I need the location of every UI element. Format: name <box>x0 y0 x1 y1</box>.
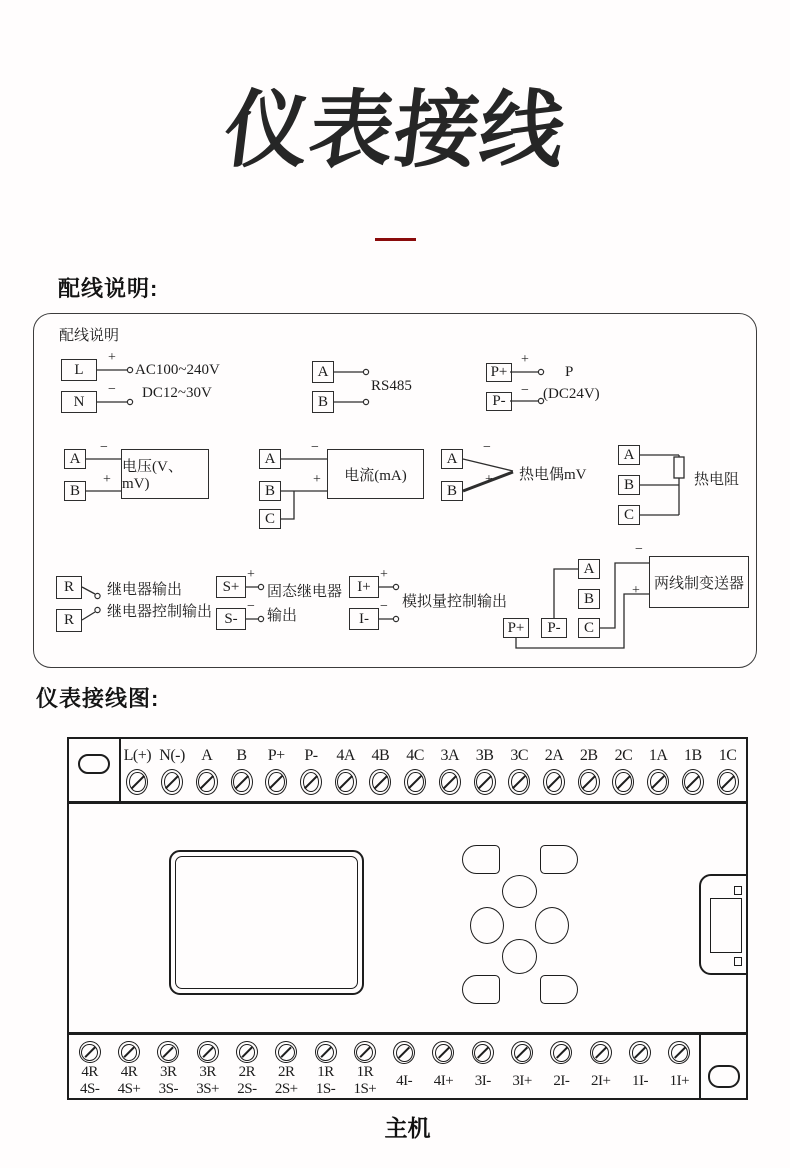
terminal-label-line1: 3R <box>199 1064 216 1081</box>
polarity-minus: − <box>108 382 116 397</box>
polarity-minus: − <box>380 599 388 614</box>
terminal-label <box>670 1065 689 1098</box>
terminal-label-line1: 1I- <box>632 1073 649 1090</box>
top-terminal <box>606 739 641 801</box>
screw-terminal <box>354 1041 376 1063</box>
screw-terminal <box>265 769 287 795</box>
key-left <box>470 907 504 944</box>
top-terminal <box>189 739 224 801</box>
relay-output-label: 继电器输出 <box>107 582 183 598</box>
bottom-terminal <box>227 1035 266 1098</box>
psu-label: P <box>565 364 574 380</box>
bottom-terminal-strip <box>69 1032 746 1098</box>
terminal-L: L <box>61 359 97 381</box>
screw-terminal <box>393 1041 415 1064</box>
ssr-label-1: 固态继电器 <box>267 584 343 600</box>
terminal-label: 3A <box>440 747 460 764</box>
lcd-screen <box>175 856 358 989</box>
wiring-legend-box <box>33 313 757 668</box>
screw-terminal <box>126 769 148 795</box>
polarity-minus: − <box>521 383 529 398</box>
terminal-label-line2: 4S+ <box>117 1081 141 1098</box>
polarity-minus: − <box>100 440 108 455</box>
polarity-plus: + <box>380 567 388 582</box>
screw-terminal <box>432 1041 454 1064</box>
polarity-plus: + <box>632 583 640 598</box>
screw-terminal <box>511 1041 533 1064</box>
polarity-plus: + <box>521 352 529 367</box>
terminal-B-voltage: B <box>64 481 86 501</box>
terminal-label <box>118 1064 141 1098</box>
bottom-terminal <box>385 1035 424 1098</box>
bottom-terminal <box>70 1035 109 1098</box>
terminal-A-transmitter: A <box>578 559 600 579</box>
terminal-label: A <box>201 747 213 764</box>
screw-terminal <box>629 1041 651 1064</box>
bottom-terminal <box>542 1035 581 1098</box>
top-terminal <box>328 739 363 801</box>
terminal-B-current: B <box>259 481 281 501</box>
terminal-label <box>353 1064 376 1098</box>
terminal-S-plus: S+ <box>216 576 246 598</box>
bottom-terminal <box>149 1035 188 1098</box>
terminal-label: P+ <box>267 747 285 764</box>
terminal-label <box>475 1065 491 1098</box>
terminal-P-minus: P- <box>486 392 512 411</box>
terminal-B-transmitter: B <box>578 589 600 609</box>
bottom-terminal <box>109 1035 148 1098</box>
terminal-label: 3B <box>475 747 494 764</box>
terminal-C-rtd: C <box>618 505 640 525</box>
bottom-terminal <box>424 1035 463 1098</box>
top-terminals <box>120 739 745 801</box>
terminal-label: B <box>236 747 247 764</box>
terminal-A-thermocouple: A <box>441 449 463 469</box>
top-terminal <box>155 739 190 801</box>
terminal-label-line2: 1S- <box>315 1081 336 1098</box>
bottom-terminal <box>660 1035 699 1098</box>
terminal-label <box>159 1064 178 1098</box>
top-terminal <box>259 739 294 801</box>
transmitter-box: 两线制变送器 <box>649 556 749 608</box>
terminal-N: N <box>61 391 97 413</box>
terminal-A-voltage: A <box>64 449 86 469</box>
terminal-label-line1: 1I+ <box>669 1073 690 1090</box>
terminal-R1: R <box>56 576 82 599</box>
polarity-plus: + <box>108 350 116 365</box>
terminal-label-line1: 2I+ <box>590 1073 611 1090</box>
terminal-label: 4C <box>406 747 424 764</box>
top-terminal <box>363 739 398 801</box>
top-terminal <box>398 739 433 801</box>
polarity-minus: − <box>247 599 255 614</box>
section-heading-wiring-diagram: 仪表接线图: <box>36 686 160 711</box>
main-unit-diagram <box>67 737 748 1100</box>
connector-notch <box>734 886 742 895</box>
polarity-minus: − <box>483 440 491 455</box>
bottom-terminals <box>70 1035 699 1098</box>
relay-control-label: 继电器控制输出 <box>107 604 213 620</box>
mounting-hole <box>78 754 110 774</box>
terminal-label-line1: 3I+ <box>512 1073 532 1090</box>
terminal-label-line1: 2R <box>277 1064 295 1081</box>
section-heading-wiring-notes: 配线说明: <box>58 276 159 301</box>
terminal-label <box>512 1065 531 1098</box>
terminal-A-rtd: A <box>618 445 640 465</box>
terminal-label-line1: 3R <box>160 1064 177 1081</box>
terminal-label: P- <box>304 747 318 764</box>
top-terminal-strip <box>69 739 746 804</box>
top-terminal <box>467 739 502 801</box>
ssr-label-2: 输出 <box>267 608 298 624</box>
terminal-A-current: A <box>259 449 281 469</box>
bottom-terminal <box>463 1035 502 1098</box>
terminal-label <box>275 1064 298 1098</box>
power-range-dc: DC12~30V <box>142 385 212 401</box>
terminal-C-transmitter: C <box>578 618 600 638</box>
bottom-terminal <box>267 1035 306 1098</box>
terminal-I-minus: I- <box>349 608 379 630</box>
terminal-Pminus-transmitter: P- <box>541 618 567 638</box>
key-right <box>535 907 569 944</box>
thermocouple-label: 热电偶mV <box>519 467 587 483</box>
terminal-A-rs485: A <box>312 361 334 383</box>
terminal-label: 1C <box>718 747 737 764</box>
screw-terminal <box>668 1041 690 1064</box>
terminal-label <box>196 1064 219 1098</box>
terminal-label-line1: 2R <box>238 1064 256 1081</box>
top-terminal <box>571 739 606 801</box>
key-up <box>502 875 537 908</box>
terminal-C-current: C <box>259 509 281 529</box>
key-bottom-left <box>462 975 500 1004</box>
terminal-S-minus: S- <box>216 608 246 630</box>
voltage-input-box: 电压(V、mV) <box>121 449 209 499</box>
terminal-label <box>591 1065 610 1098</box>
top-terminal <box>432 739 467 801</box>
device-caption: 主机 <box>384 1116 431 1141</box>
polarity-minus: − <box>635 542 643 557</box>
connector-notch <box>734 957 742 966</box>
screw-terminal <box>369 769 391 795</box>
legend-title: 配线说明 <box>59 328 120 344</box>
terminal-label: 2C <box>614 747 633 764</box>
terminal-label-line2: 3S+ <box>196 1081 219 1098</box>
analog-output-label: 模拟量控制输出 <box>402 594 508 610</box>
terminal-label-line2: 4S- <box>79 1081 100 1098</box>
terminal-label: 4A <box>336 747 355 764</box>
polarity-plus: + <box>103 472 111 487</box>
terminal-label: 1B <box>684 747 702 764</box>
terminal-label <box>632 1065 648 1098</box>
screw-terminal <box>335 769 357 795</box>
side-connector-slot <box>710 898 742 953</box>
terminal-label: 3C <box>510 747 529 764</box>
strip-divider <box>699 1035 701 1098</box>
title-underline <box>375 238 416 241</box>
polarity-plus: + <box>247 567 255 582</box>
page-title <box>0 84 790 176</box>
screw-terminal <box>578 769 600 795</box>
screw-terminal <box>315 1041 337 1063</box>
screw-terminal <box>196 769 218 795</box>
screw-terminal <box>472 1041 494 1064</box>
terminal-label-line2: 2S- <box>237 1081 257 1098</box>
terminal-label <box>80 1064 99 1098</box>
terminal-label-line1: 4I+ <box>433 1073 454 1090</box>
terminal-label: 2A <box>544 747 564 764</box>
bottom-terminal <box>620 1035 659 1098</box>
terminal-B-rtd: B <box>618 475 640 495</box>
key-bottom-right <box>540 975 578 1004</box>
terminal-label-line1: 1R <box>317 1064 334 1081</box>
terminal-P-plus: P+ <box>486 363 512 382</box>
bottom-terminal <box>188 1035 227 1098</box>
terminal-label-line2: 3S- <box>158 1081 178 1098</box>
bottom-terminal <box>581 1035 620 1098</box>
terminal-label-line1: 2I- <box>553 1073 570 1090</box>
terminal-Pplus-transmitter: P+ <box>503 618 529 638</box>
terminal-B-thermocouple: B <box>441 481 463 501</box>
bottom-terminal <box>306 1035 345 1098</box>
top-terminal <box>224 739 259 801</box>
key-top-right <box>540 845 578 874</box>
terminal-label: L(+) <box>123 747 152 764</box>
terminal-label-line1: 4R <box>81 1064 98 1081</box>
screw-terminal <box>550 1041 572 1064</box>
screw-terminal <box>612 769 634 795</box>
power-range-ac: AC100~240V <box>135 362 220 378</box>
terminal-label: 1A <box>648 747 668 764</box>
top-terminal <box>502 739 537 801</box>
top-terminal <box>120 739 155 801</box>
terminal-label-line1: 4R <box>120 1064 138 1081</box>
polarity-minus: − <box>311 440 319 455</box>
top-terminal <box>641 739 676 801</box>
rtd-label: 热电阻 <box>694 472 740 488</box>
mounting-hole <box>708 1065 740 1088</box>
key-down <box>502 939 537 974</box>
terminal-label: 2B <box>579 747 598 764</box>
screw-terminal <box>161 769 183 795</box>
screw-terminal <box>717 769 739 795</box>
terminal-label <box>316 1064 335 1098</box>
terminal-label-line2: 1S+ <box>353 1081 377 1098</box>
side-connector <box>699 874 748 975</box>
screw-terminal <box>590 1041 612 1064</box>
page-title-text: 仪表接线 <box>219 83 571 177</box>
screw-terminal <box>118 1041 140 1063</box>
current-input-box: 电流(mA) <box>327 449 424 499</box>
key-top-left <box>462 845 500 874</box>
screw-terminal <box>474 769 496 795</box>
terminal-label-line1: 4I- <box>396 1073 413 1090</box>
screw-terminal <box>404 769 426 795</box>
bottom-terminal <box>345 1035 384 1098</box>
top-terminal <box>537 739 572 801</box>
bottom-terminal <box>502 1035 541 1098</box>
rs485-label: RS485 <box>371 378 412 394</box>
screw-terminal <box>682 769 704 795</box>
top-terminal <box>710 739 745 801</box>
terminal-label: N(-) <box>159 747 185 764</box>
terminal-label <box>553 1065 569 1098</box>
terminal-I-plus: I+ <box>349 576 379 598</box>
polarity-plus: + <box>485 472 493 487</box>
terminal-label <box>396 1065 412 1098</box>
screw-terminal <box>231 769 253 795</box>
screw-terminal <box>197 1041 219 1063</box>
lcd-display <box>169 850 364 995</box>
screw-terminal <box>300 769 322 795</box>
terminal-R2: R <box>56 609 82 632</box>
terminal-label-line1: 3I- <box>474 1073 491 1090</box>
terminal-label-line1: 1R <box>356 1064 374 1081</box>
terminal-label <box>434 1065 453 1098</box>
terminal-label-line2: 2S+ <box>274 1081 298 1098</box>
screw-terminal <box>275 1041 297 1063</box>
terminal-label: 4B <box>371 747 390 764</box>
polarity-plus: + <box>313 472 321 487</box>
screw-terminal <box>508 769 530 795</box>
screw-terminal <box>439 769 461 795</box>
screw-terminal <box>79 1041 101 1063</box>
screw-terminal <box>647 769 669 795</box>
top-terminal <box>294 739 329 801</box>
screw-terminal <box>157 1041 179 1063</box>
screw-terminal <box>236 1041 258 1063</box>
top-terminal <box>676 739 711 801</box>
terminal-B-rs485: B <box>312 391 334 413</box>
screw-terminal <box>543 769 565 795</box>
terminal-label <box>237 1064 256 1098</box>
psu-voltage: (DC24V) <box>543 386 600 402</box>
resistor-symbol <box>674 457 684 478</box>
